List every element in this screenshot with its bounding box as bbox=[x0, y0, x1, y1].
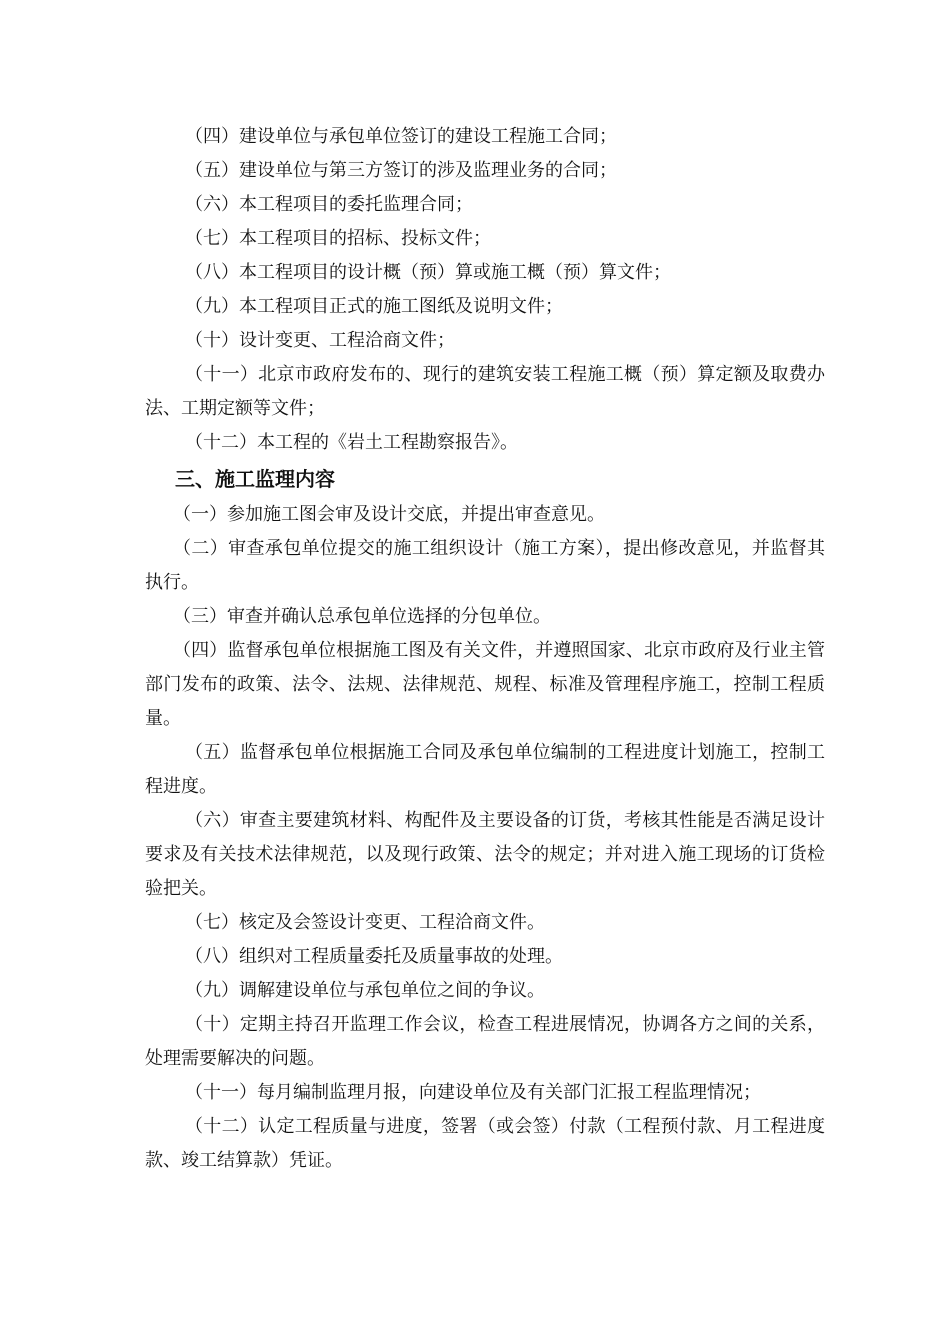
content-item: （八）组织对工程质量委托及质量事故的处理。 bbox=[185, 946, 563, 967]
content-item: （六）审查主要建筑材料、构配件及主要设备的订货，考核其性能是否满足设计要求及有关技术法律规范，以及现行政策、法令的规定；并对进入施工现场的订货检验把关。 bbox=[145, 810, 825, 899]
content-item: （十一）每月编制监理月报，向建设单位及有关部门汇报工程监理情况； bbox=[185, 1082, 761, 1103]
basis-item: （四）建设单位与承包单位签订的建设工程施工合同； bbox=[185, 126, 617, 147]
basis-item: （五）建设单位与第三方签订的涉及监理业务的合同； bbox=[185, 160, 617, 181]
basis-item: （十二）本工程的《岩土工程勘察报告》。 bbox=[185, 432, 518, 453]
basis-item: （十一）北京市政府发布的、现行的建筑安装工程施工概（预）算定额及取费办法、工期定额等文件； bbox=[145, 364, 825, 419]
basis-item: （九）本工程项目正式的施工图纸及说明文件； bbox=[185, 296, 563, 317]
content-item: （一）参加施工图会审及设计交底，并提出审查意见。 bbox=[173, 504, 605, 525]
content-item: （五）监督承包单位根据施工合同及承包单位编制的工程进度计划施工，控制工程进度。 bbox=[145, 742, 825, 797]
content-item: （七）核定及会签设计变更、工程洽商文件。 bbox=[185, 912, 545, 933]
content-item: （九）调解建设单位与承包单位之间的争议。 bbox=[185, 980, 545, 1001]
content-item: （十）定期主持召开监理工作会议，检查工程进展情况，协调各方之间的关系，处理需要解决的问题。 bbox=[145, 1014, 825, 1069]
content-item: （三）审查并确认总承包单位选择的分包单位。 bbox=[173, 606, 551, 627]
content-item: （十二）认定工程质量与进度，签署（或会签）付款（工程预付款、月工程进度款、竣工结算款）凭证。 bbox=[145, 1116, 825, 1171]
basis-item: （七）本工程项目的招标、投标文件； bbox=[185, 228, 491, 249]
section-heading: 三、施工监理内容 bbox=[175, 467, 335, 491]
content-item: （四）监督承包单位根据施工图及有关文件，并遵照国家、北京市政府及行业主管部门发布的政策、法令、法规、法律规范、规程、标准及管理程序施工，控制工程质量。 bbox=[145, 640, 825, 729]
basis-item: （八）本工程项目的设计概（预）算或施工概（预）算文件； bbox=[185, 262, 671, 283]
content-item: （二）审查承包单位提交的施工组织设计（施工方案），提出修改意见，并监督其执行。 bbox=[145, 538, 825, 593]
basis-item: （十）设计变更、工程洽商文件； bbox=[185, 330, 455, 351]
basis-item: （六）本工程项目的委托监理合同； bbox=[185, 194, 473, 215]
document-body bbox=[145, 120, 825, 1178]
